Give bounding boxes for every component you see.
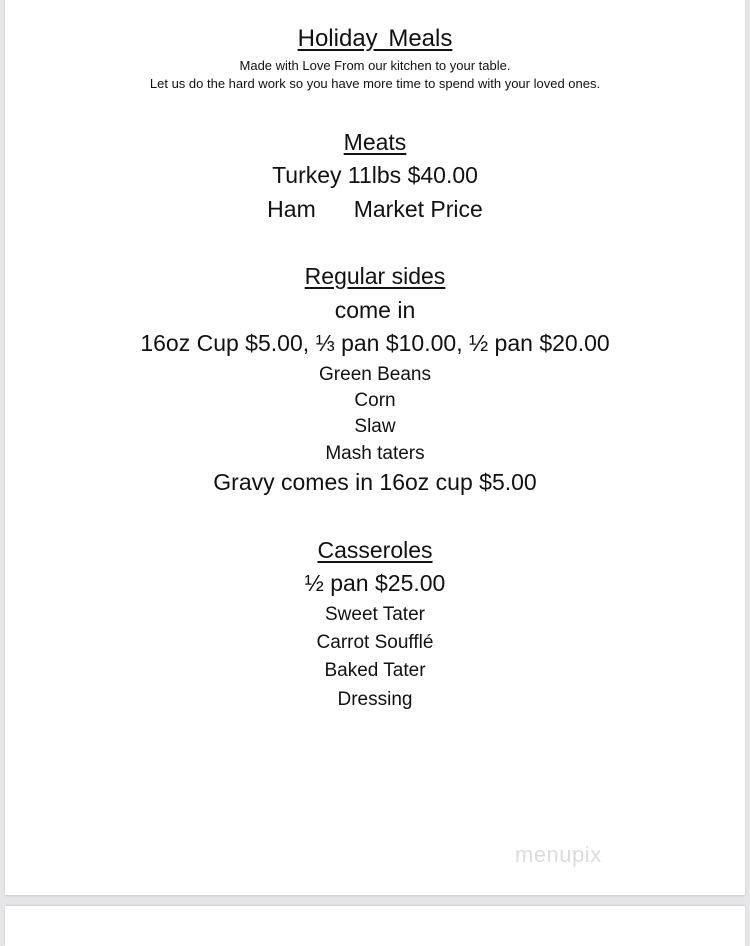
side-item-corn: Corn (354, 390, 396, 411)
menu-page (5, 0, 745, 895)
side-item-green-beans: Green Beans (319, 364, 431, 385)
casserole-item-baked-tater: Baked Tater (324, 660, 426, 681)
casserole-item-sweet-tater: Sweet Tater (325, 604, 425, 625)
side-item-slaw: Slaw (354, 416, 396, 437)
regular-sides-heading: Regular sides (304, 263, 446, 289)
casseroles-heading: Casseroles (317, 537, 433, 563)
tagline-1: Made with Love From our kitchen to your table. (239, 58, 511, 73)
page-title: Holiday Meals (297, 25, 453, 52)
regular-sides-intro: come in (334, 297, 416, 323)
turkey-item: Turkey 11lbs $40.00 (272, 162, 478, 188)
side-item-mash-taters: Mash taters (325, 443, 425, 464)
tagline-2: Let us do the hard work so you have more time to spend with your loved ones. (149, 76, 601, 91)
ham-name: Ham (267, 196, 316, 222)
menupix-watermark: menupix (515, 842, 602, 867)
ham-item (5, 198, 745, 221)
regular-sides-sizes: 16oz Cup $5.00, ⅓ pan $10.00, ½ pan $20.00 (140, 330, 610, 356)
ham-price: Market Price (353, 196, 483, 222)
meats-heading: Meats (343, 129, 407, 155)
gravy-item: Gravy comes in 16oz cup $5.00 (213, 469, 537, 495)
casseroles-price: ½ pan $25.00 (304, 570, 446, 596)
next-page (5, 906, 745, 946)
casserole-item-carrot-souffle: Carrot Soufflé (316, 632, 434, 653)
casserole-item-dressing: Dressing (337, 689, 413, 710)
